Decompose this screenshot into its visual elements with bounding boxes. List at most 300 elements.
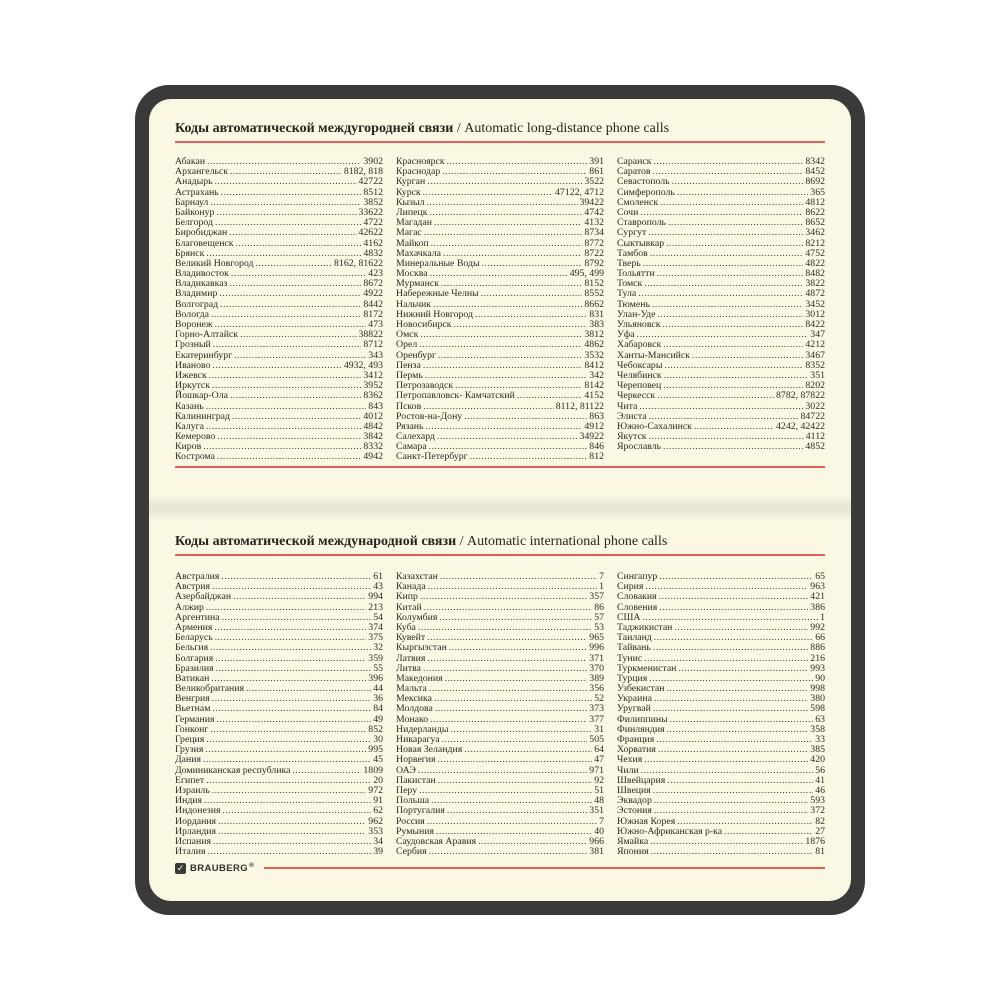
dot-leader: [427, 632, 587, 642]
code-row: [175, 197, 383, 207]
place-name: Ярославль: [617, 441, 662, 452]
dot-leader: [663, 339, 803, 349]
code-row: [396, 703, 604, 713]
phone-code: 396: [368, 672, 383, 684]
dot-leader: [667, 775, 813, 785]
phone-code: 972: [368, 784, 383, 796]
dot-leader: [213, 339, 362, 349]
dot-leader: [232, 411, 361, 421]
phone-code: 65: [815, 571, 825, 582]
place-name: ОАЭ: [396, 764, 416, 775]
phone-code: 962: [368, 815, 383, 826]
code-row: [617, 187, 825, 197]
dot-leader: [440, 571, 597, 581]
code-row: [617, 411, 825, 421]
code-row: [175, 451, 383, 461]
dot-leader: [203, 754, 371, 764]
dot-leader: [212, 703, 371, 713]
phone-code: 4132: [584, 217, 604, 228]
code-row: [617, 421, 825, 431]
dot-leader: [653, 156, 803, 166]
phone-code: 84: [373, 703, 383, 714]
place-name: Красноярск: [396, 156, 445, 167]
place-name: Швейцария: [617, 774, 666, 785]
dot-leader: [428, 581, 597, 591]
dot-leader: [677, 187, 808, 197]
code-row: [396, 238, 604, 248]
planner-pages: [149, 99, 851, 901]
phone-code: 4242, 42422: [776, 420, 825, 432]
phone-code: 51: [594, 784, 604, 796]
place-name: Япония: [617, 846, 649, 857]
phone-code: 1: [820, 611, 825, 622]
dot-leader: [651, 846, 814, 856]
dot-leader: [423, 187, 553, 197]
place-name: Волгоград: [175, 298, 219, 309]
brand-wordmark: BRAUBERG: [190, 863, 249, 875]
code-row: [617, 441, 825, 451]
dot-leader: [215, 632, 367, 642]
code-row: [396, 207, 604, 217]
place-name: Курган: [396, 176, 426, 187]
dot-leader: [470, 451, 588, 461]
dot-leader: [438, 754, 593, 764]
dot-leader: [206, 775, 371, 785]
place-name: Дания: [175, 754, 202, 765]
code-row: [396, 724, 604, 734]
dot-leader: [433, 299, 582, 309]
code-row: [617, 795, 825, 805]
code-row: [175, 370, 383, 380]
dot-leader: [439, 612, 592, 622]
dot-leader: [211, 673, 366, 683]
phone-code: 598: [810, 703, 825, 714]
code-row: [617, 288, 825, 298]
dot-leader: [222, 612, 372, 622]
phone-code: 3902: [363, 156, 383, 167]
phone-code: 995: [368, 744, 383, 755]
dot-leader: [653, 166, 804, 176]
code-row: [617, 826, 825, 836]
dot-leader: [663, 380, 803, 390]
code-row: [175, 401, 383, 411]
code-row: [617, 431, 825, 441]
dot-leader: [654, 693, 808, 703]
dot-leader: [424, 602, 592, 612]
code-row: [396, 663, 604, 673]
phone-code: 7: [599, 571, 604, 582]
dot-leader: [464, 411, 587, 421]
place-name: Барнаул: [175, 196, 209, 207]
phone-code: 84722: [800, 410, 825, 421]
phone-code: 473: [368, 319, 383, 330]
phone-code: 216: [810, 652, 825, 663]
dot-leader: [475, 309, 587, 319]
dot-leader: [423, 360, 583, 370]
phone-code: 966: [589, 835, 604, 847]
place-name: Кыргызстан: [396, 642, 447, 653]
phone-code: 1809: [363, 764, 383, 775]
phone-code: 8152: [584, 278, 604, 289]
place-name: Норвегия: [396, 754, 436, 765]
place-name: Австрия: [175, 581, 211, 592]
code-row: [175, 227, 383, 237]
place-name: Румыния: [396, 825, 434, 836]
code-row: [396, 795, 604, 805]
dot-leader: [657, 309, 803, 319]
phone-code: 998: [810, 683, 825, 694]
place-name: Эстония: [617, 805, 652, 816]
phone-code: 1: [599, 581, 604, 592]
code-row: [617, 207, 825, 217]
phone-code: 3822: [805, 278, 825, 289]
place-name: Тамбов: [617, 247, 648, 258]
code-row: [396, 451, 604, 461]
page-long-distance-codes: [149, 99, 851, 497]
dot-leader: [434, 217, 582, 227]
dot-leader: [438, 775, 592, 785]
phone-code: 374: [368, 621, 383, 633]
place-name: Белгород: [175, 217, 214, 228]
dot-leader: [210, 642, 371, 652]
place-name: Кострома: [175, 451, 216, 462]
phone-code: 8452: [805, 166, 825, 177]
code-row: [175, 329, 383, 339]
code-row: [617, 846, 825, 856]
place-name: Астрахань: [175, 186, 219, 197]
code-row: [396, 693, 604, 703]
code-row: [175, 805, 383, 815]
code-row: [617, 744, 825, 754]
dot-leader: [230, 390, 361, 400]
phone-code: 353: [368, 825, 383, 836]
dot-leader: [418, 622, 592, 632]
place-name: Южно-Сахалинск: [617, 420, 692, 432]
dot-leader: [643, 258, 804, 268]
code-row: [396, 329, 604, 339]
place-name: Благовещенск: [175, 237, 234, 248]
place-name: Хабаровск: [617, 339, 662, 350]
dot-leader: [240, 329, 356, 339]
code-row: [175, 836, 383, 846]
code-row: [617, 642, 825, 652]
place-name: Саратов: [617, 166, 651, 177]
place-name: Грозный: [175, 339, 211, 350]
place-name: Армения: [175, 621, 213, 633]
codes-column-1: [175, 156, 383, 462]
place-name: Киров: [175, 441, 202, 452]
phone-code: 53: [594, 621, 604, 633]
place-name: Горно-Алтайск: [175, 329, 239, 340]
dot-leader: [674, 622, 808, 632]
phone-code: 42722: [358, 176, 383, 187]
phone-code: 47: [594, 754, 604, 765]
phone-code: 965: [589, 632, 604, 643]
code-row: [617, 693, 825, 703]
dot-leader: [208, 846, 372, 856]
code-row: [617, 217, 825, 227]
dot-leader: [649, 411, 799, 421]
phone-code: 812: [589, 451, 604, 462]
place-name: Москва: [396, 268, 428, 279]
dot-leader: [481, 288, 583, 298]
phone-code: 8512: [363, 186, 383, 197]
dot-leader: [210, 724, 366, 734]
dot-leader: [653, 642, 808, 652]
dot-leader: [677, 816, 813, 826]
phone-code: 4752: [805, 247, 825, 258]
place-name: Воронеж: [175, 319, 213, 330]
place-name: Севастополь: [617, 176, 670, 187]
code-row: [396, 602, 604, 612]
phone-code: 34922: [579, 431, 604, 442]
code-row: [175, 288, 383, 298]
phone-code: 4812: [805, 196, 825, 207]
place-name: Уругвай: [617, 703, 651, 714]
phone-code: 593: [810, 795, 825, 806]
brand-name: [190, 862, 254, 874]
code-row: [617, 612, 825, 622]
place-name: Черкесск: [617, 390, 656, 401]
code-row: [617, 238, 825, 248]
phone-code: 8352: [805, 359, 825, 370]
phone-code: 8652: [805, 217, 825, 228]
phone-code: 8212: [805, 237, 825, 248]
dot-leader: [482, 258, 583, 268]
place-name: Мальта: [396, 683, 427, 694]
phone-code: 48: [594, 795, 604, 806]
place-name: Украина: [617, 693, 652, 704]
dot-leader: [667, 683, 809, 693]
code-row: [396, 187, 604, 197]
place-name: Филиппины: [617, 713, 668, 724]
place-name: Пакистан: [396, 774, 436, 785]
place-name: Хорватия: [617, 744, 656, 755]
place-name: Нижний Новгород: [396, 308, 474, 319]
phone-code: 4112: [805, 431, 825, 442]
place-name: Тунис: [617, 652, 643, 663]
phone-code: 8692: [805, 176, 825, 187]
code-row: [396, 227, 604, 237]
place-name: Пермь: [396, 369, 423, 381]
place-name: Смоленск: [617, 196, 659, 207]
place-name: Йошкар-Ола: [175, 390, 228, 401]
place-name: Абакан: [175, 156, 206, 167]
dot-leader: [427, 816, 597, 826]
dot-leader: [641, 765, 813, 775]
place-name: Чебоксары: [617, 359, 663, 370]
place-name: Македония: [396, 672, 443, 684]
place-name: Алжир: [175, 601, 204, 612]
place-name: Омск: [396, 329, 419, 340]
code-row: [617, 785, 825, 795]
dot-leader: [229, 278, 361, 288]
place-name: Германия: [175, 713, 215, 724]
code-row: [617, 836, 825, 846]
code-row: [617, 278, 825, 288]
dot-leader: [218, 816, 366, 826]
place-name: Калуга: [175, 420, 204, 432]
phone-code: 8182, 818: [343, 166, 383, 177]
dot-leader: [640, 207, 803, 217]
place-name: Салехард: [396, 431, 435, 442]
code-row: [396, 258, 604, 268]
code-row: [175, 441, 383, 451]
place-name: Эквадор: [617, 795, 652, 806]
code-row: [617, 653, 825, 663]
phone-code: 347: [810, 329, 825, 340]
place-name: Тайвань: [617, 642, 651, 653]
dot-leader: [212, 581, 371, 591]
phone-code: 66: [815, 632, 825, 643]
dot-leader: [653, 785, 813, 795]
place-name: Майкоп: [396, 237, 429, 248]
section-title-long-distance: [175, 120, 825, 143]
code-row: [617, 350, 825, 360]
dot-leader: [658, 744, 808, 754]
place-name: Индонезия: [175, 805, 221, 816]
dot-leader: [447, 156, 588, 166]
dot-leader: [450, 724, 592, 734]
phone-code: 357: [589, 591, 604, 602]
place-name: Элиста: [617, 410, 647, 421]
planner-cover: [135, 85, 865, 915]
code-row: [617, 390, 825, 400]
place-name: Литва: [396, 662, 422, 673]
dot-leader: [423, 401, 554, 411]
place-name: Китай: [396, 601, 422, 612]
place-name: Латвия: [396, 652, 426, 663]
place-name: Сургут: [617, 227, 647, 238]
dot-leader: [212, 785, 367, 795]
dot-leader: [657, 268, 804, 278]
code-row: [175, 411, 383, 421]
dot-leader: [212, 380, 361, 390]
code-row: [175, 744, 383, 754]
code-row: [175, 248, 383, 258]
place-name: Никарагуа: [396, 734, 440, 745]
code-row: [617, 663, 825, 673]
code-row: [175, 683, 383, 693]
place-name: Молдова: [396, 703, 433, 714]
code-row: [175, 187, 383, 197]
place-name: Вьетнам: [175, 703, 211, 714]
dot-leader: [210, 197, 361, 207]
code-row: [617, 248, 825, 258]
place-name: Биробиджан: [175, 227, 228, 238]
dot-leader: [215, 217, 361, 227]
dot-leader: [660, 197, 803, 207]
dot-leader: [659, 591, 809, 601]
place-name: Швеция: [617, 784, 651, 796]
place-name: Якутск: [617, 431, 647, 442]
phone-code: 358: [810, 723, 825, 734]
code-row: [617, 329, 825, 339]
phone-code: 4832: [363, 247, 383, 258]
dot-leader: [442, 734, 588, 744]
dot-leader: [426, 197, 577, 207]
phone-code: 36: [373, 693, 383, 704]
place-name: Чита: [617, 400, 638, 411]
dot-leader: [206, 401, 367, 411]
phone-code: 351: [810, 369, 825, 381]
phone-code: 34: [373, 835, 383, 847]
code-row: [617, 622, 825, 632]
dot-leader: [670, 714, 814, 724]
place-name: Петропавловск- Камчатский: [396, 390, 515, 401]
place-name: Магас: [396, 227, 422, 238]
phone-code: 8622: [805, 206, 825, 218]
phone-code: 8722: [584, 247, 604, 258]
code-row: [396, 411, 604, 421]
place-name: Великобритания: [175, 683, 245, 694]
phone-code: 377: [589, 713, 604, 724]
code-row: [396, 390, 604, 400]
phone-code: 385: [810, 744, 825, 755]
dot-leader: [649, 431, 804, 441]
place-name: Самара: [396, 441, 427, 452]
code-row: [175, 571, 383, 581]
dot-leader: [694, 421, 774, 431]
phone-code: 8792: [584, 257, 604, 269]
phone-code: 33622: [358, 206, 383, 218]
code-row: [617, 309, 825, 319]
dot-leader: [429, 207, 582, 217]
place-name: Мурманск: [396, 278, 439, 289]
place-name: Монако: [396, 713, 429, 724]
dot-leader: [478, 836, 587, 846]
dot-leader: [221, 187, 362, 197]
place-name: Казахстан: [396, 571, 438, 582]
phone-code: 852: [368, 723, 383, 734]
phone-code: 3532: [584, 349, 604, 360]
place-name: Липецк: [396, 206, 428, 218]
dot-leader: [215, 176, 357, 186]
code-row: [396, 826, 604, 836]
place-name: Словакия: [617, 591, 657, 602]
dot-leader: [215, 319, 367, 329]
phone-code: 39422: [579, 196, 604, 207]
place-name: Канада: [396, 581, 426, 592]
dot-leader: [212, 693, 371, 703]
code-row: [396, 744, 604, 754]
code-row: [617, 339, 825, 349]
phone-code: 886: [810, 642, 825, 653]
phone-code: 505: [589, 734, 604, 745]
place-name: Саудовская Аравия: [396, 835, 477, 847]
brand-footer: [175, 862, 825, 874]
place-name: Казань: [175, 400, 204, 411]
code-row: [396, 754, 604, 764]
phone-code: 4942: [363, 451, 383, 462]
dot-leader: [650, 836, 803, 846]
phone-code: 41: [815, 774, 825, 785]
dot-leader: [445, 673, 588, 683]
phone-code: 45: [373, 754, 383, 765]
code-row: [175, 663, 383, 673]
place-name: Сингапур: [617, 571, 658, 582]
dot-leader: [217, 431, 361, 441]
code-row: [396, 278, 604, 288]
dot-leader: [464, 744, 592, 754]
place-name: Саранск: [617, 156, 652, 167]
phone-code: 423: [368, 268, 383, 279]
dot-leader: [217, 451, 361, 461]
place-name: Ханты-Мансийск: [617, 349, 691, 360]
code-row: [396, 156, 604, 166]
phone-code: 372: [810, 805, 825, 816]
phone-code: 55: [373, 662, 383, 673]
